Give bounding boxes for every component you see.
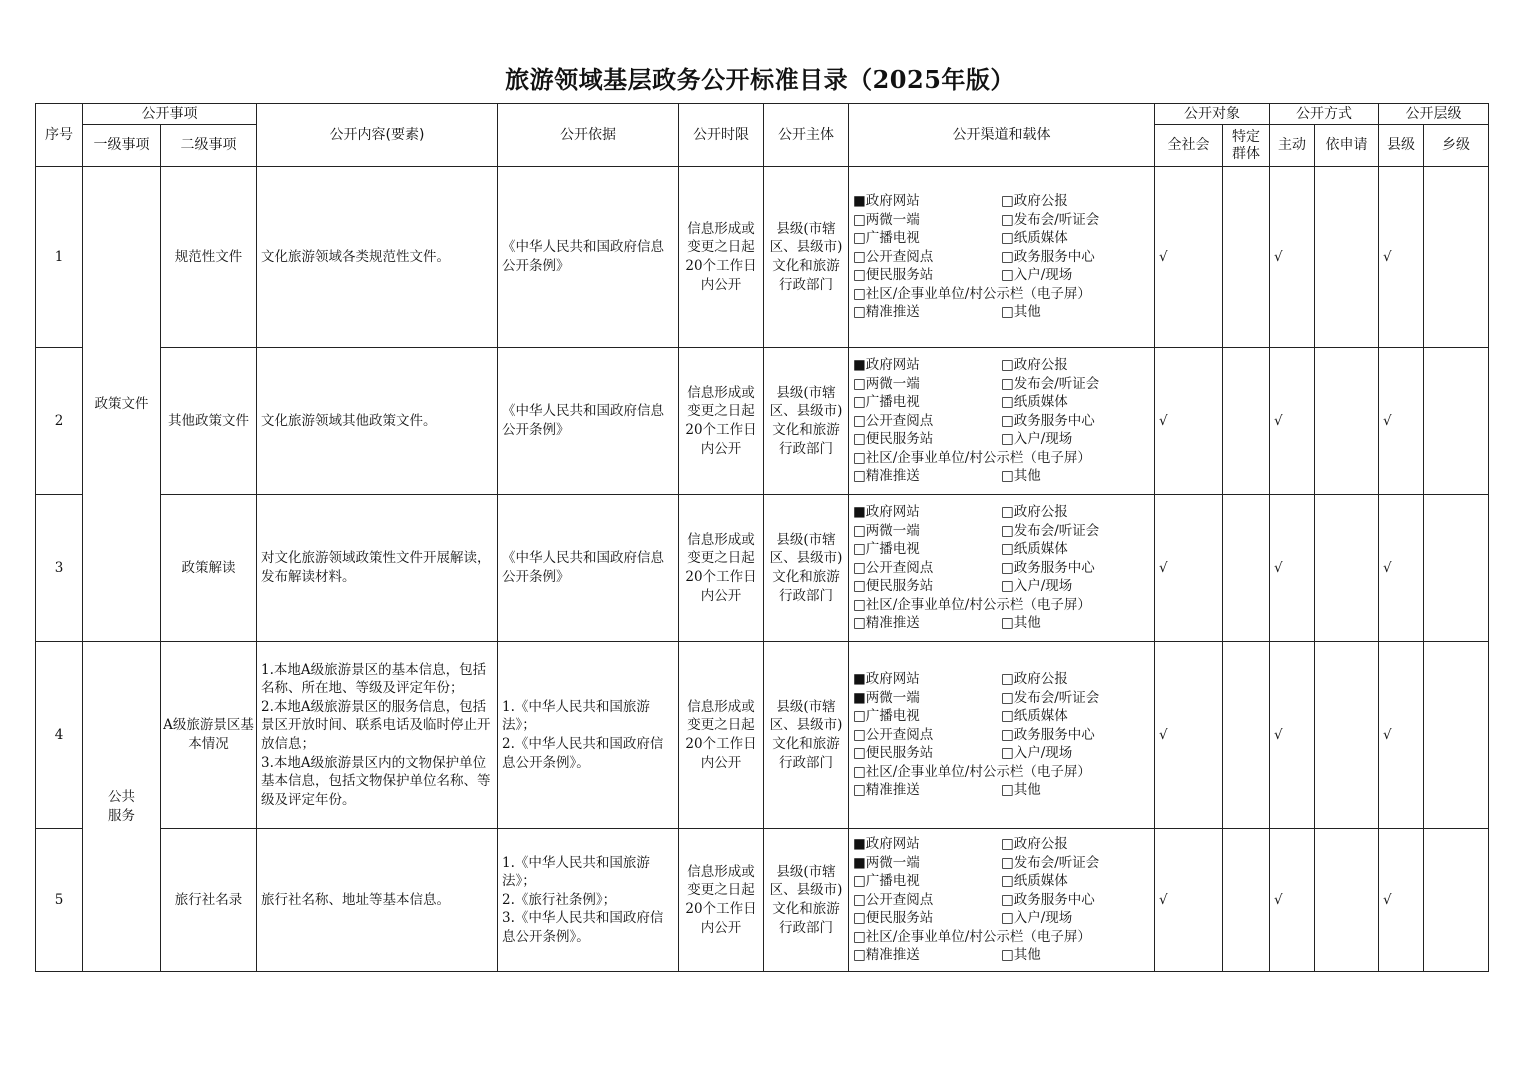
header-items: 公开事项	[83, 104, 257, 125]
county-cell: √	[1379, 348, 1424, 495]
apply-cell	[1315, 642, 1379, 829]
subject-cell: 县级(市辖区、县级市)文化和旅游行政部门	[764, 167, 849, 348]
town-cell	[1424, 495, 1489, 642]
level1-cell: 公共服务	[83, 642, 161, 972]
active-cell: √	[1270, 642, 1315, 829]
header-active: 主动	[1270, 125, 1315, 167]
channel-option: □广播电视	[853, 541, 920, 558]
level2-cell: 政策解读	[161, 495, 257, 642]
channel-cell	[849, 348, 1155, 495]
page-title: 旅游领域基层政务公开标准目录（2025年版）	[505, 65, 1015, 94]
time-cell: 信息形成或变更之日起20个工作日内公开	[679, 495, 764, 642]
subject-cell: 县级(市辖区、县级市)文化和旅游行政部门	[764, 495, 849, 642]
channel-option: □便民服务站	[853, 267, 934, 284]
channel-option: ■政府网站	[853, 835, 920, 852]
channel-option: □两微一端	[853, 211, 920, 228]
time-cell: 信息形成或变更之日起20个工作日内公开	[679, 348, 764, 495]
basis-line: 1.《中华人民共和国旅游法》；	[502, 698, 650, 734]
content-line: 旅行社名称、地址等基本信息。	[261, 891, 450, 908]
table-row	[36, 642, 1489, 829]
header-town: 乡级	[1424, 125, 1489, 167]
channel-option: □精准推送	[853, 468, 920, 485]
channel-option: □政务服务中心	[1001, 891, 1095, 908]
channel-option: □政府公报	[1001, 356, 1068, 373]
channel-option: □发布会/听证会	[1001, 522, 1100, 539]
channel-option: □公开查阅点	[853, 248, 934, 265]
basis-line: 1.《中华人民共和国旅游法》；	[502, 854, 650, 890]
society-cell: √	[1155, 642, 1223, 829]
channel-cell	[849, 167, 1155, 348]
society-cell: √	[1155, 348, 1223, 495]
channel-option: □社区/企事业单位/村公示栏（电子屏）	[853, 763, 1091, 780]
society-cell: √	[1155, 829, 1223, 972]
content-cell	[257, 829, 498, 972]
active-cell: √	[1270, 167, 1315, 348]
channel-option: □社区/企事业单位/村公示栏（电子屏）	[853, 449, 1091, 466]
apply-cell	[1315, 829, 1379, 972]
level2-cell: 旅行社名录	[161, 829, 257, 972]
header-level1: 一级事项	[83, 125, 161, 167]
channel-option: □公开查阅点	[853, 891, 934, 908]
basis-line: 2.《旅行社条例》；	[502, 891, 617, 908]
seq-cell: 1	[36, 167, 83, 348]
channel-option: □公开查阅点	[853, 726, 934, 743]
channel-option: □发布会/听证会	[1001, 854, 1100, 871]
channel-option: □纸质媒体	[1001, 873, 1068, 890]
channel-option: ■政府网站	[853, 192, 920, 209]
channel-cell	[849, 829, 1155, 972]
channel-option: □两微一端	[853, 375, 920, 392]
channel-option: □广播电视	[853, 230, 920, 247]
channel-option: □入户/现场	[1001, 267, 1073, 284]
channel-option: ■两微一端	[853, 854, 920, 871]
channel-option: □两微一端	[853, 522, 920, 539]
channel-option: ■两微一端	[853, 689, 920, 706]
county-cell: √	[1379, 829, 1424, 972]
specific-cell	[1223, 167, 1270, 348]
time-cell: 信息形成或变更之日起20个工作日内公开	[679, 167, 764, 348]
apply-cell	[1315, 167, 1379, 348]
channel-option: □精准推送	[853, 947, 920, 964]
channel-option: □入户/现场	[1001, 745, 1073, 762]
channel-option: □入户/现场	[1001, 910, 1073, 927]
channel-option: □社区/企事业单位/村公示栏（电子屏）	[853, 928, 1091, 945]
header-specific: 特定群体	[1223, 125, 1270, 167]
channel-option: □精准推送	[853, 615, 920, 632]
catalog-table	[35, 103, 1489, 972]
header-subject: 公开主体	[764, 104, 849, 167]
channel-option: □社区/企事业单位/村公示栏（电子屏）	[853, 596, 1091, 613]
seq-cell: 3	[36, 495, 83, 642]
basis-line: 《中华人民共和国政府信息公开条例》	[502, 239, 664, 274]
basis-line: 《中华人民共和国政府信息公开条例》	[502, 403, 664, 438]
header-society: 全社会	[1155, 125, 1223, 167]
content-line: 3.本地A级旅游景区内的文物保护单位基本信息，包括文物保护单位名称、等级及评定年份。	[261, 754, 491, 808]
header-apply: 依申请	[1315, 125, 1379, 167]
channel-cell	[849, 642, 1155, 829]
specific-cell	[1223, 495, 1270, 642]
channel-option: □精准推送	[853, 304, 920, 321]
basis-cell	[498, 167, 679, 348]
channel-option: □公开查阅点	[853, 412, 934, 429]
content-cell	[257, 348, 498, 495]
channel-option: □便民服务站	[853, 745, 934, 762]
active-cell: √	[1270, 829, 1315, 972]
channel-option: □社区/企事业单位/村公示栏（电子屏）	[853, 285, 1091, 302]
channel-option: □政务服务中心	[1001, 248, 1095, 265]
specific-cell	[1223, 348, 1270, 495]
subject-cell: 县级(市辖区、县级市)文化和旅游行政部门	[764, 348, 849, 495]
seq-cell: 4	[36, 642, 83, 829]
content-line: 文化旅游领域各类规范性文件。	[261, 248, 450, 265]
basis-line: 3.《中华人民共和国政府信息公开条例》。	[502, 910, 664, 945]
channel-option: □纸质媒体	[1001, 230, 1068, 247]
channel-option: □政务服务中心	[1001, 559, 1095, 576]
channel-option: □政府公报	[1001, 503, 1068, 520]
seq-cell: 5	[36, 829, 83, 972]
channel-option: □便民服务站	[853, 431, 934, 448]
content-line: 对文化旅游领域政策性文件开展解读，发布解读材料。	[261, 550, 491, 585]
channel-option: □便民服务站	[853, 910, 934, 927]
channel-option: □公开查阅点	[853, 559, 934, 576]
basis-cell	[498, 642, 679, 829]
channel-option: ■政府网站	[853, 356, 920, 373]
table-row	[36, 495, 1489, 642]
header-basis: 公开依据	[498, 104, 679, 167]
content-line: 1.本地A级旅游景区的基本信息，包括名称、所在地、等级及评定年份；	[261, 661, 487, 697]
society-cell: √	[1155, 495, 1223, 642]
channel-option: □纸质媒体	[1001, 708, 1068, 725]
county-cell: √	[1379, 167, 1424, 348]
channel-option: □政府公报	[1001, 835, 1068, 852]
table-row	[36, 167, 1489, 348]
town-cell	[1424, 167, 1489, 348]
town-cell	[1424, 348, 1489, 495]
specific-cell	[1223, 642, 1270, 829]
table-row	[36, 348, 1489, 495]
channel-option: ■政府网站	[853, 670, 920, 687]
content-cell	[257, 642, 498, 829]
header-county: 县级	[1379, 125, 1424, 167]
county-cell: √	[1379, 642, 1424, 829]
channel-cell	[849, 495, 1155, 642]
content-cell	[257, 167, 498, 348]
active-cell: √	[1270, 348, 1315, 495]
channel-option: □精准推送	[853, 782, 920, 799]
header-layer: 公开层级	[1379, 104, 1489, 125]
channel-option: □政府公报	[1001, 670, 1068, 687]
channel-option: □入户/现场	[1001, 578, 1073, 595]
header-channel: 公开渠道和载体	[849, 104, 1155, 167]
header-level2: 二级事项	[161, 125, 257, 167]
content-line: 文化旅游领域其他政策文件。	[261, 412, 437, 429]
level2-cell: A级旅游景区基本情况	[161, 642, 257, 829]
table-row	[36, 829, 1489, 972]
header-seq: 序号	[36, 104, 83, 167]
basis-cell	[498, 495, 679, 642]
basis-cell	[498, 348, 679, 495]
apply-cell	[1315, 348, 1379, 495]
channel-option: □发布会/听证会	[1001, 689, 1100, 706]
basis-line: 《中华人民共和国政府信息公开条例》	[502, 550, 664, 585]
channel-option: □其他	[1001, 782, 1041, 799]
seq-cell: 2	[36, 348, 83, 495]
specific-cell	[1223, 829, 1270, 972]
town-cell	[1424, 829, 1489, 972]
channel-option: □入户/现场	[1001, 431, 1073, 448]
channel-option: □发布会/听证会	[1001, 211, 1100, 228]
town-cell	[1424, 642, 1489, 829]
channel-option: □广播电视	[853, 708, 920, 725]
time-cell: 信息形成或变更之日起20个工作日内公开	[679, 829, 764, 972]
channel-option: □政府公报	[1001, 192, 1068, 209]
channel-option: □纸质媒体	[1001, 541, 1068, 558]
basis-cell	[498, 829, 679, 972]
time-cell: 信息形成或变更之日起20个工作日内公开	[679, 642, 764, 829]
channel-option: □政务服务中心	[1001, 726, 1095, 743]
level1-cell: 政策文件	[83, 167, 161, 642]
header-content: 公开内容(要素)	[257, 104, 498, 167]
basis-line: 2.《中华人民共和国政府信息公开条例》。	[502, 736, 664, 771]
header-method: 公开方式	[1270, 104, 1379, 125]
channel-option: □广播电视	[853, 873, 920, 890]
county-cell: √	[1379, 495, 1424, 642]
apply-cell	[1315, 495, 1379, 642]
channel-option: □其他	[1001, 304, 1041, 321]
channel-option: □广播电视	[853, 394, 920, 411]
channel-option: □其他	[1001, 615, 1041, 632]
active-cell: √	[1270, 495, 1315, 642]
society-cell: √	[1155, 167, 1223, 348]
channel-option: □其他	[1001, 947, 1041, 964]
channel-option: □便民服务站	[853, 578, 934, 595]
level2-cell: 其他政策文件	[161, 348, 257, 495]
content-line: 2.本地A级旅游景区的服务信息，包括景区开放时间、联系电话及临时停止开放信息；	[261, 698, 491, 752]
level2-cell: 规范性文件	[161, 167, 257, 348]
channel-option: □纸质媒体	[1001, 394, 1068, 411]
channel-option: □其他	[1001, 468, 1041, 485]
subject-cell: 县级(市辖区、县级市)文化和旅游行政部门	[764, 829, 849, 972]
channel-option: □政务服务中心	[1001, 412, 1095, 429]
header-time: 公开时限	[679, 104, 764, 167]
header-target: 公开对象	[1155, 104, 1270, 125]
subject-cell: 县级(市辖区、县级市)文化和旅游行政部门	[764, 642, 849, 829]
channel-option: ■政府网站	[853, 503, 920, 520]
channel-option: □发布会/听证会	[1001, 375, 1100, 392]
content-cell	[257, 495, 498, 642]
